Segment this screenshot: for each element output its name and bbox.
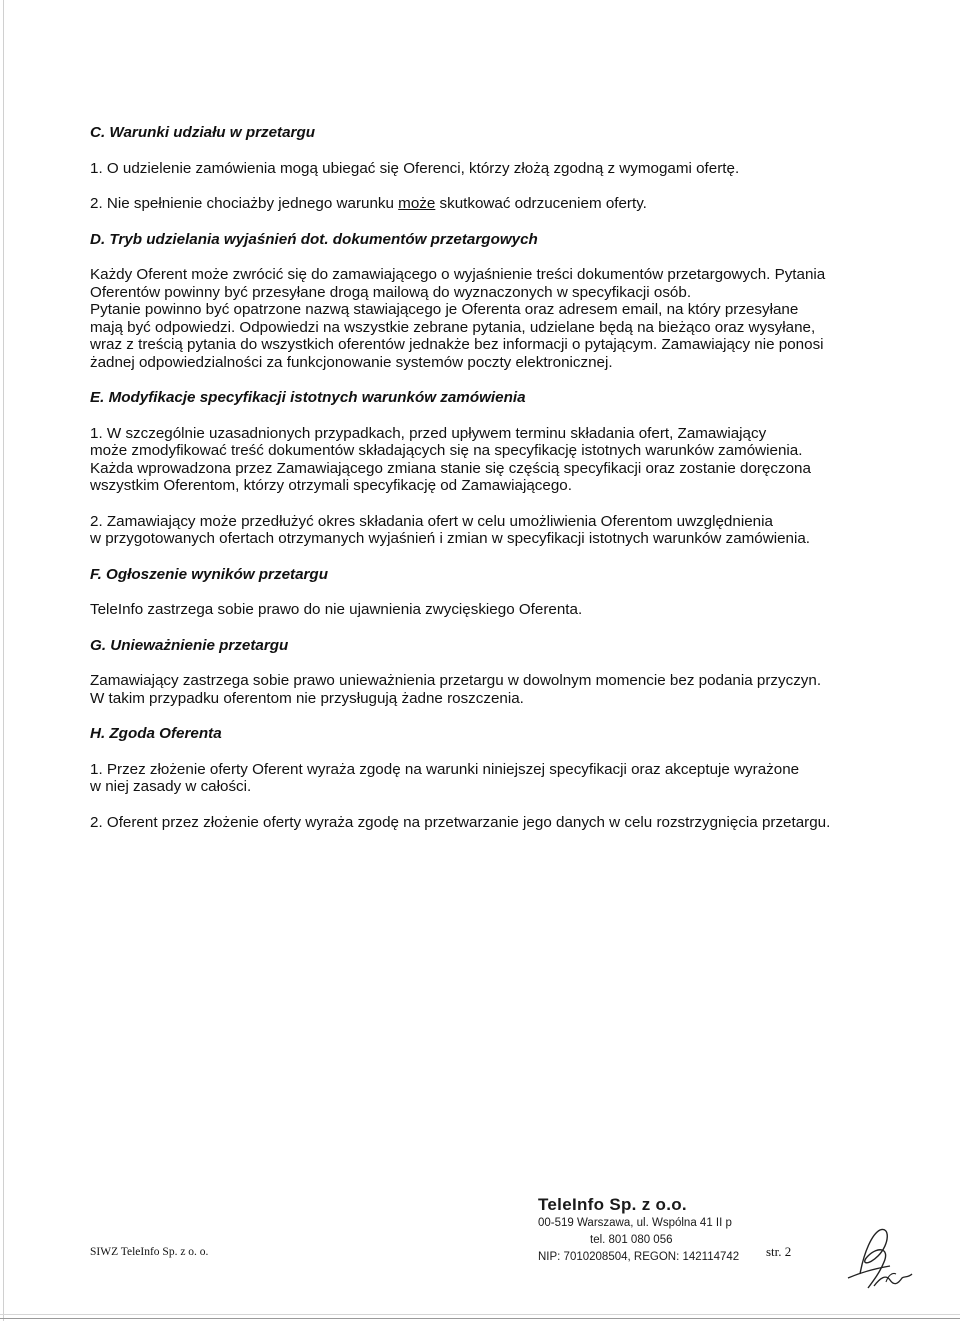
text-line: Oferentów powinny być przesyłane drogą mailową do wyznaczonych w specyfikacji osób. <box>90 283 692 301</box>
paragraph-c1 <box>90 160 890 178</box>
scan-edge <box>0 1318 960 1319</box>
stamp-address: 00-519 Warszawa, ul. Wspólna 41 II p <box>538 1217 732 1229</box>
text-line: 2. Nie spełnienie chociażby jednego warunku <box>90 195 399 212</box>
text-line: W takim przypadku oferentom nie przysługują żadne roszczenia. <box>90 689 524 707</box>
footer-document-name: SIWZ TeleInfo Sp. z o. o. <box>90 1246 209 1258</box>
section-heading-f: F. Ogłoszenie wyników przetargu <box>90 565 328 583</box>
text-line: mają być odpowiedzi. Odpowiedzi na wszystkie zebrane pytania, udzielane będą na bieżąco oraz wysyłane, <box>90 318 816 336</box>
text-line: Każda wprowadzona przez Zamawiającego zmiana stanie się częścią specyfikacji oraz zostanie doręczona <box>90 459 811 477</box>
paragraph-e1 <box>90 425 890 495</box>
section-heading-d: D. Tryb udzielania wyjaśnień dot. dokumentów przetargowych <box>90 230 538 248</box>
text-line: żadnej odpowiedzialności za funkcjonowanie systemów poczty elektronicznej. <box>90 353 613 371</box>
text-line: w przygotowanych ofertach otrzymanych wyjaśnień i zmian w specyfikacji istotnych warunków zamówienia. <box>90 530 811 547</box>
company-stamp <box>538 1195 798 1266</box>
section-heading-c: C. Warunki udziału w przetargu <box>90 124 316 141</box>
text-line: wraz z treścią pytania do wszystkich oferentów jednakże bez informacji o pytającym. Zamawiający nie ponosi <box>90 336 824 353</box>
text-line: 1. W szczególnie uzasadnionych przypadkach, przed upływem terminu składania ofert, Zamawiający <box>90 424 767 442</box>
text-line: TeleInfo zastrzega sobie prawo do nie ujawnienia zwycięskiego Oferenta. <box>90 601 583 618</box>
signature-icon <box>838 1222 918 1302</box>
section-heading-g: G. Unieważnienie przetargu <box>90 636 289 654</box>
paragraph-h1 <box>90 761 890 796</box>
text-line: 1. Przez złożenie oferty Oferent wyraża zgodę na warunki niniejszej specyfikacji oraz akceptuje wyrażone <box>90 760 800 778</box>
underlined-word: może <box>398 195 436 212</box>
text-line: 2. Zamawiający może przedłużyć okres składania ofert w celu umożliwienia Oferentom uwzględnienia <box>90 512 773 530</box>
paragraph-g1 <box>90 672 890 707</box>
paragraph-c2 <box>90 195 890 213</box>
paragraph-d1 <box>90 266 890 371</box>
text-line: Zamawiający zastrzega sobie prawo unieważnienia przetargu w dowolnym momencie bez podania przyczyn. <box>90 672 822 689</box>
stamp-company-name: TeleInfo Sp. z o.o. <box>538 1195 687 1214</box>
text-line: 1. O udzielenie zamówienia mogą ubiegać się Oferenci, którzy złożą zgodną z wymogami ofertę. <box>90 159 740 177</box>
footer-page-number: str. 2 <box>766 1244 792 1259</box>
text-line: skutkować odrzuceniem oferty. <box>435 195 647 212</box>
section-heading-h: H. Zgoda Oferenta <box>90 725 222 742</box>
text-line: może zmodyfikować treść dokumentów składających się na specyfikację istotnych warunków zamówienia. <box>90 442 803 459</box>
paragraph-h2 <box>90 814 890 832</box>
scan-edge <box>3 0 4 1321</box>
scan-edge <box>0 1314 960 1315</box>
paragraph-f1 <box>90 601 890 619</box>
text-line: 2. Oferent przez złożenie oferty wyraża zgodę na przetwarzanie jego danych w celu rozstrzygnięcia przetargu. <box>90 813 831 831</box>
stamp-ids: NIP: 7010208504, REGON: 142114742 <box>538 1251 740 1263</box>
document-body <box>90 124 890 831</box>
stamp-phone: tel. 801 080 056 <box>590 1234 673 1246</box>
text-line: Każdy Oferent może zwrócić się do zamawiającego o wyjaśnienie treści dokumentów przetargowych. Pytania <box>90 266 826 283</box>
section-heading-e: E. Modyfikacje specyfikacji istotnych warunków zamówienia <box>90 389 526 406</box>
text-line: w niej zasady w całości. <box>90 778 252 795</box>
text-line: wszystkim Oferentom, którzy otrzymali specyfikację od Zamawiającego. <box>90 477 572 494</box>
text-line: Pytanie powinno być opatrzone nazwą stawiającego je Oferenta oraz adresem email, na który przesyłane <box>90 301 799 318</box>
paragraph-e2 <box>90 513 890 548</box>
